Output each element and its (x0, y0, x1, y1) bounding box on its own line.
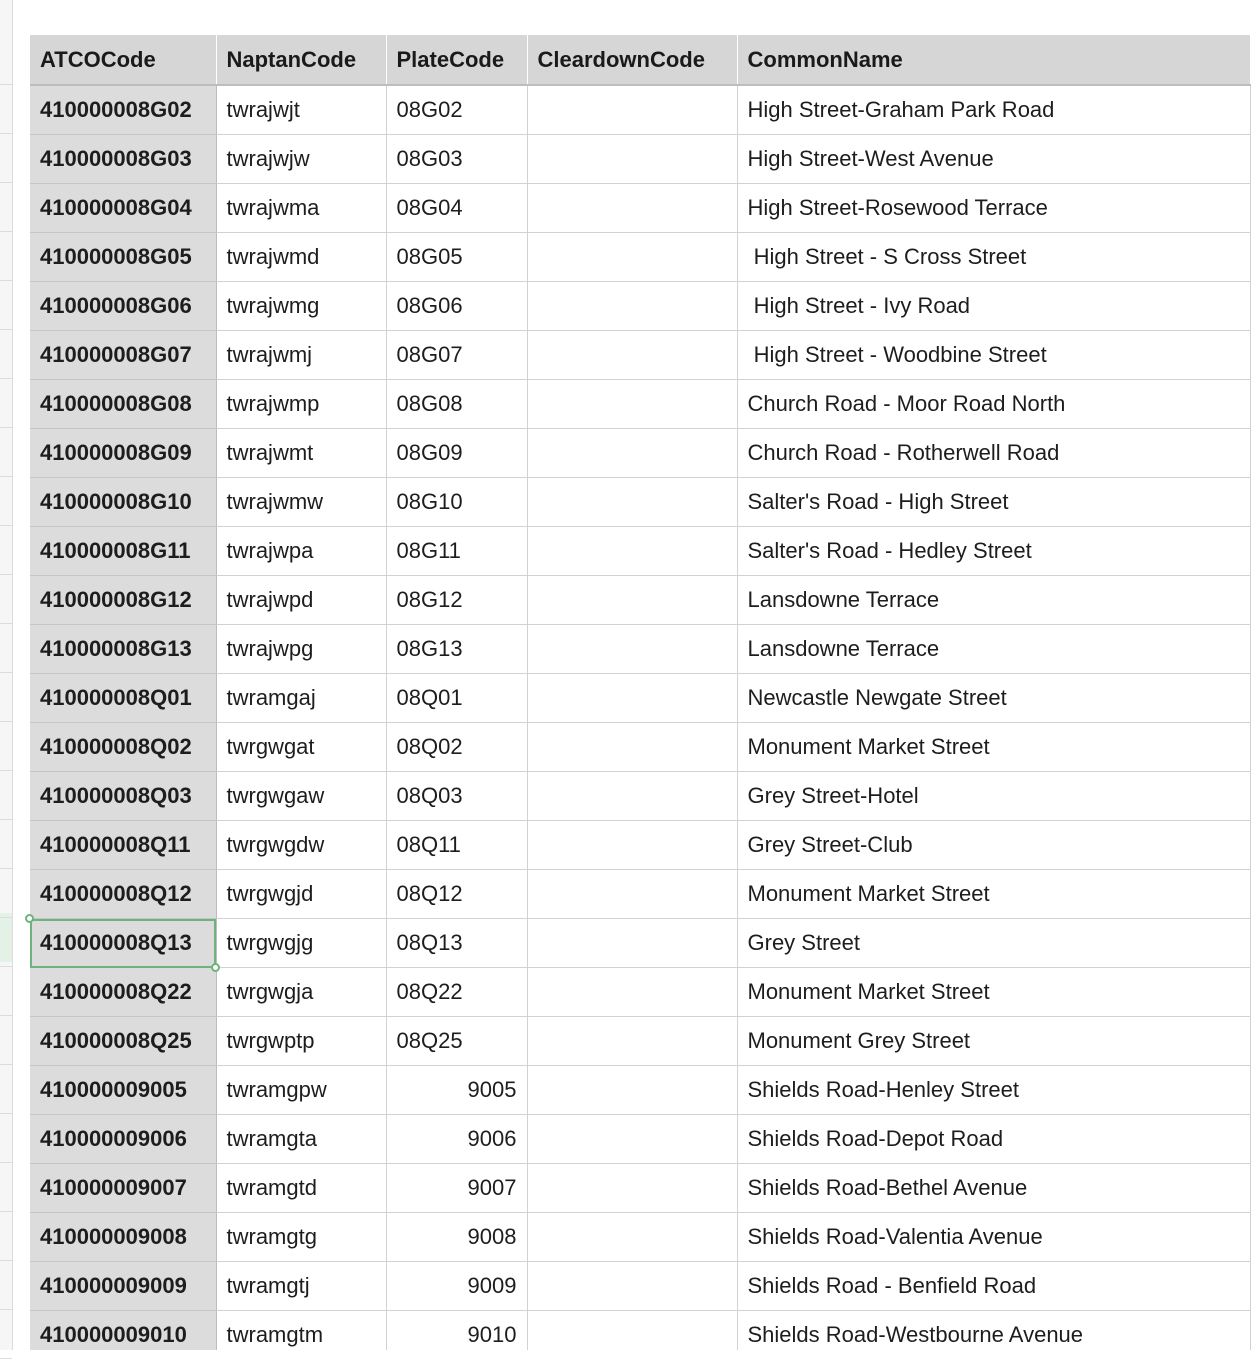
common-name-cell[interactable]: Shields Road-Bethel Avenue (737, 1164, 1250, 1213)
table-row (30, 1262, 1250, 1311)
naptan-cell[interactable]: twrajwjw (216, 135, 386, 184)
cleardown-cell[interactable] (527, 331, 737, 380)
common-name-cell[interactable]: Grey Street-Club (737, 821, 1250, 870)
gutter-divider (0, 868, 12, 869)
common-name-cell[interactable]: Salter's Road - Hedley Street (737, 527, 1250, 576)
cleardown-cell[interactable] (527, 429, 737, 478)
cleardown-cell[interactable] (527, 1164, 737, 1213)
column-header-commonname[interactable]: CommonName (737, 35, 1250, 85)
atco-cell[interactable]: 410000008G09 (30, 429, 216, 478)
gutter-divider (0, 623, 12, 624)
plate-cell[interactable]: 9007 (386, 1164, 527, 1213)
table-row (30, 1311, 1250, 1351)
naptan-cell[interactable]: twramgpw (216, 1066, 386, 1115)
naptan-cell[interactable]: twramgtg (216, 1213, 386, 1262)
plate-cell[interactable]: 08Q02 (386, 723, 527, 772)
table-row (30, 527, 1250, 576)
table-row (30, 184, 1250, 233)
plate-cell[interactable]: 08G13 (386, 625, 527, 674)
naptan-cell[interactable]: twramgtd (216, 1164, 386, 1213)
table-row (30, 576, 1250, 625)
atco-cell[interactable]: 410000008Q12 (30, 870, 216, 919)
gutter-divider (0, 1064, 12, 1065)
atco-cell[interactable]: 410000008Q11 (30, 821, 216, 870)
gutter-divider (0, 133, 12, 134)
cleardown-cell[interactable] (527, 1115, 737, 1164)
gutter-divider (0, 427, 12, 428)
common-name-cell[interactable]: High Street - Woodbine Street (737, 331, 1250, 380)
naptan-cell[interactable]: twrgwgdw (216, 821, 386, 870)
naptan-cell[interactable]: twrajwmg (216, 282, 386, 331)
common-name-cell[interactable]: Monument Market Street (737, 968, 1250, 1017)
atco-cell[interactable]: 410000008Q13 (30, 919, 216, 968)
gutter-divider (0, 770, 12, 771)
gutter-divider (0, 84, 12, 85)
plate-cell[interactable]: 08Q03 (386, 772, 527, 821)
row-header-gutter[interactable] (0, 0, 13, 1350)
gutter-divider (0, 917, 12, 918)
common-name-cell[interactable]: Grey Street (737, 919, 1250, 968)
plate-cell[interactable]: 08G04 (386, 184, 527, 233)
cleardown-cell[interactable] (527, 282, 737, 331)
common-name-cell[interactable]: Salter's Road - High Street (737, 478, 1250, 527)
gutter-divider (0, 1162, 12, 1163)
gutter-divider (0, 476, 12, 477)
table-row (30, 625, 1250, 674)
active-row-indicator (0, 913, 12, 962)
table-row (30, 380, 1250, 429)
header-row (30, 35, 1250, 85)
plate-cell[interactable]: 08Q12 (386, 870, 527, 919)
plate-cell[interactable]: 08G11 (386, 527, 527, 576)
naptan-cell[interactable]: twrajwmj (216, 331, 386, 380)
data-table (30, 35, 1251, 1350)
cleardown-cell[interactable] (527, 233, 737, 282)
cleardown-cell[interactable] (527, 919, 737, 968)
common-name-cell[interactable]: High Street - S Cross Street (737, 233, 1250, 282)
atco-cell[interactable]: 410000008G08 (30, 380, 216, 429)
plate-cell[interactable]: 08G12 (386, 576, 527, 625)
plate-cell[interactable]: 08G09 (386, 429, 527, 478)
naptan-cell[interactable]: twrajwpa (216, 527, 386, 576)
common-name-cell[interactable]: Monument Market Street (737, 870, 1250, 919)
table-row (30, 135, 1250, 184)
gutter-divider (0, 182, 12, 183)
column-header-cleardowncode[interactable]: CleardownCode (527, 35, 737, 85)
column-header-naptancode[interactable]: NaptanCode (216, 35, 386, 85)
plate-cell[interactable]: 08G08 (386, 380, 527, 429)
table-row (30, 233, 1250, 282)
table-row (30, 772, 1250, 821)
common-name-cell[interactable]: High Street-West Avenue (737, 135, 1250, 184)
naptan-cell[interactable]: twrajwjt (216, 85, 386, 135)
naptan-cell[interactable]: twramgta (216, 1115, 386, 1164)
gutter-divider (0, 1309, 12, 1310)
gutter-divider (0, 966, 12, 967)
common-name-cell[interactable]: High Street - Ivy Road (737, 282, 1250, 331)
table-row (30, 821, 1250, 870)
atco-cell[interactable]: 410000008G03 (30, 135, 216, 184)
plate-cell[interactable]: 08G05 (386, 233, 527, 282)
column-header-atcocode[interactable]: ATCOCode (30, 35, 216, 85)
plate-cell[interactable]: 08G06 (386, 282, 527, 331)
cleardown-cell[interactable] (527, 968, 737, 1017)
cleardown-cell[interactable] (527, 625, 737, 674)
gutter-divider (0, 1113, 12, 1114)
gutter-divider (0, 280, 12, 281)
cleardown-cell[interactable] (527, 527, 737, 576)
gutter-divider (0, 231, 12, 232)
naptan-cell[interactable]: twramgtm (216, 1311, 386, 1351)
naptan-cell[interactable]: twrgwgjg (216, 919, 386, 968)
gutter-divider (0, 574, 12, 575)
cleardown-cell[interactable] (527, 1311, 737, 1351)
atco-cell[interactable]: 410000008G06 (30, 282, 216, 331)
spreadsheet-grid[interactable] (30, 35, 1258, 1350)
atco-cell[interactable]: 410000008G11 (30, 527, 216, 576)
table-row (30, 331, 1250, 380)
plate-cell[interactable]: 08Q01 (386, 674, 527, 723)
atco-cell[interactable]: 410000008Q25 (30, 1017, 216, 1066)
cleardown-cell[interactable] (527, 184, 737, 233)
table-row (30, 478, 1250, 527)
table-row (30, 674, 1250, 723)
naptan-cell[interactable]: twrajwmt (216, 429, 386, 478)
cleardown-cell[interactable] (527, 380, 737, 429)
cleardown-cell[interactable] (527, 1213, 737, 1262)
gutter-divider (0, 1260, 12, 1261)
plate-cell[interactable]: 9006 (386, 1115, 527, 1164)
naptan-cell[interactable]: twrajwma (216, 184, 386, 233)
atco-cell[interactable]: 410000008G13 (30, 625, 216, 674)
atco-cell[interactable]: 410000009010 (30, 1311, 216, 1351)
naptan-cell[interactable]: twramgtj (216, 1262, 386, 1311)
atco-cell[interactable]: 410000008Q22 (30, 968, 216, 1017)
common-name-cell[interactable]: Church Road - Rotherwell Road (737, 429, 1250, 478)
atco-cell[interactable]: 410000008G12 (30, 576, 216, 625)
gutter-divider (0, 1211, 12, 1212)
naptan-cell[interactable]: twrgwgja (216, 968, 386, 1017)
table-row (30, 968, 1250, 1017)
plate-cell[interactable]: 08Q11 (386, 821, 527, 870)
cleardown-cell[interactable] (527, 478, 737, 527)
table-row (30, 85, 1250, 135)
naptan-cell[interactable]: twrajwmp (216, 380, 386, 429)
column-header-platecode[interactable]: PlateCode (386, 35, 527, 85)
selection-handle-bottom-right[interactable] (211, 963, 220, 972)
table-row (30, 1164, 1250, 1213)
table-row (30, 1213, 1250, 1262)
plate-cell[interactable]: 9009 (386, 1262, 527, 1311)
plate-cell[interactable]: 08G03 (386, 135, 527, 184)
cleardown-cell[interactable] (527, 85, 737, 135)
table-row (30, 723, 1250, 772)
plate-cell[interactable]: 08G07 (386, 331, 527, 380)
cleardown-cell[interactable] (527, 135, 737, 184)
naptan-cell[interactable]: twrgwgat (216, 723, 386, 772)
common-name-cell[interactable]: Shields Road-Valentia Avenue (737, 1213, 1250, 1262)
common-name-cell[interactable]: Shields Road-Depot Road (737, 1115, 1250, 1164)
atco-cell[interactable]: 410000008G10 (30, 478, 216, 527)
gutter-divider (0, 672, 12, 673)
selection-handle-top-left[interactable] (25, 914, 34, 923)
atco-cell[interactable]: 410000008G07 (30, 331, 216, 380)
gutter-divider (0, 525, 12, 526)
table-row (30, 282, 1250, 331)
atco-cell[interactable]: 410000009008 (30, 1213, 216, 1262)
gutter-divider (0, 721, 12, 722)
table-row (30, 1017, 1250, 1066)
common-name-cell[interactable]: High Street-Graham Park Road (737, 85, 1250, 135)
common-name-cell[interactable]: Shields Road - Benfield Road (737, 1262, 1250, 1311)
gutter-divider (0, 819, 12, 820)
common-name-cell[interactable]: Grey Street-Hotel (737, 772, 1250, 821)
common-name-cell[interactable]: Shields Road-Henley Street (737, 1066, 1250, 1115)
common-name-cell[interactable]: High Street-Rosewood Terrace (737, 184, 1250, 233)
plate-cell[interactable]: 08Q22 (386, 968, 527, 1017)
gutter-divider (0, 378, 12, 379)
atco-cell[interactable]: 410000008Q02 (30, 723, 216, 772)
atco-cell[interactable]: 410000008G02 (30, 85, 216, 135)
cleardown-cell[interactable] (527, 674, 737, 723)
atco-cell[interactable]: 410000009006 (30, 1115, 216, 1164)
naptan-cell[interactable]: twrgwptp (216, 1017, 386, 1066)
cleardown-cell[interactable] (527, 723, 737, 772)
naptan-cell[interactable]: twrajwpd (216, 576, 386, 625)
naptan-cell[interactable]: twrajwmd (216, 233, 386, 282)
atco-cell[interactable]: 410000008Q01 (30, 674, 216, 723)
cleardown-cell[interactable] (527, 1066, 737, 1115)
gutter-divider (0, 329, 12, 330)
plate-cell[interactable]: 08Q13 (386, 919, 527, 968)
table-row (30, 429, 1250, 478)
cleardown-cell[interactable] (527, 1017, 737, 1066)
common-name-cell[interactable]: Lansdowne Terrace (737, 576, 1250, 625)
cleardown-cell[interactable] (527, 576, 737, 625)
naptan-cell[interactable]: twrajwpg (216, 625, 386, 674)
atco-cell[interactable]: 410000009007 (30, 1164, 216, 1213)
plate-cell[interactable]: 08G10 (386, 478, 527, 527)
naptan-cell[interactable]: twrgwgjd (216, 870, 386, 919)
cleardown-cell[interactable] (527, 772, 737, 821)
atco-cell[interactable]: 410000008G04 (30, 184, 216, 233)
table-row (30, 919, 1250, 968)
atco-cell[interactable]: 410000008Q03 (30, 772, 216, 821)
naptan-cell[interactable]: twrgwgaw (216, 772, 386, 821)
common-name-cell[interactable]: Monument Market Street (737, 723, 1250, 772)
table-row (30, 870, 1250, 919)
cleardown-cell[interactable] (527, 821, 737, 870)
plate-cell[interactable]: 08Q25 (386, 1017, 527, 1066)
common-name-cell[interactable]: Church Road - Moor Road North (737, 380, 1250, 429)
naptan-cell[interactable]: twramgaj (216, 674, 386, 723)
naptan-cell[interactable]: twrajwmw (216, 478, 386, 527)
plate-cell[interactable]: 9010 (386, 1311, 527, 1351)
common-name-cell[interactable]: Lansdowne Terrace (737, 625, 1250, 674)
gutter-divider (0, 1015, 12, 1016)
plate-cell[interactable]: 08G02 (386, 85, 527, 135)
plate-cell[interactable]: 9008 (386, 1213, 527, 1262)
cleardown-cell[interactable] (527, 870, 737, 919)
common-name-cell[interactable]: Shields Road-Westbourne Avenue (737, 1311, 1250, 1351)
cleardown-cell[interactable] (527, 1262, 737, 1311)
common-name-cell[interactable]: Newcastle Newgate Street (737, 674, 1250, 723)
common-name-cell[interactable]: Monument Grey Street (737, 1017, 1250, 1066)
table-row (30, 1066, 1250, 1115)
atco-cell[interactable]: 410000008G05 (30, 233, 216, 282)
table-row (30, 1115, 1250, 1164)
atco-cell[interactable]: 410000009005 (30, 1066, 216, 1115)
plate-cell[interactable]: 9005 (386, 1066, 527, 1115)
atco-cell[interactable]: 410000009009 (30, 1262, 216, 1311)
